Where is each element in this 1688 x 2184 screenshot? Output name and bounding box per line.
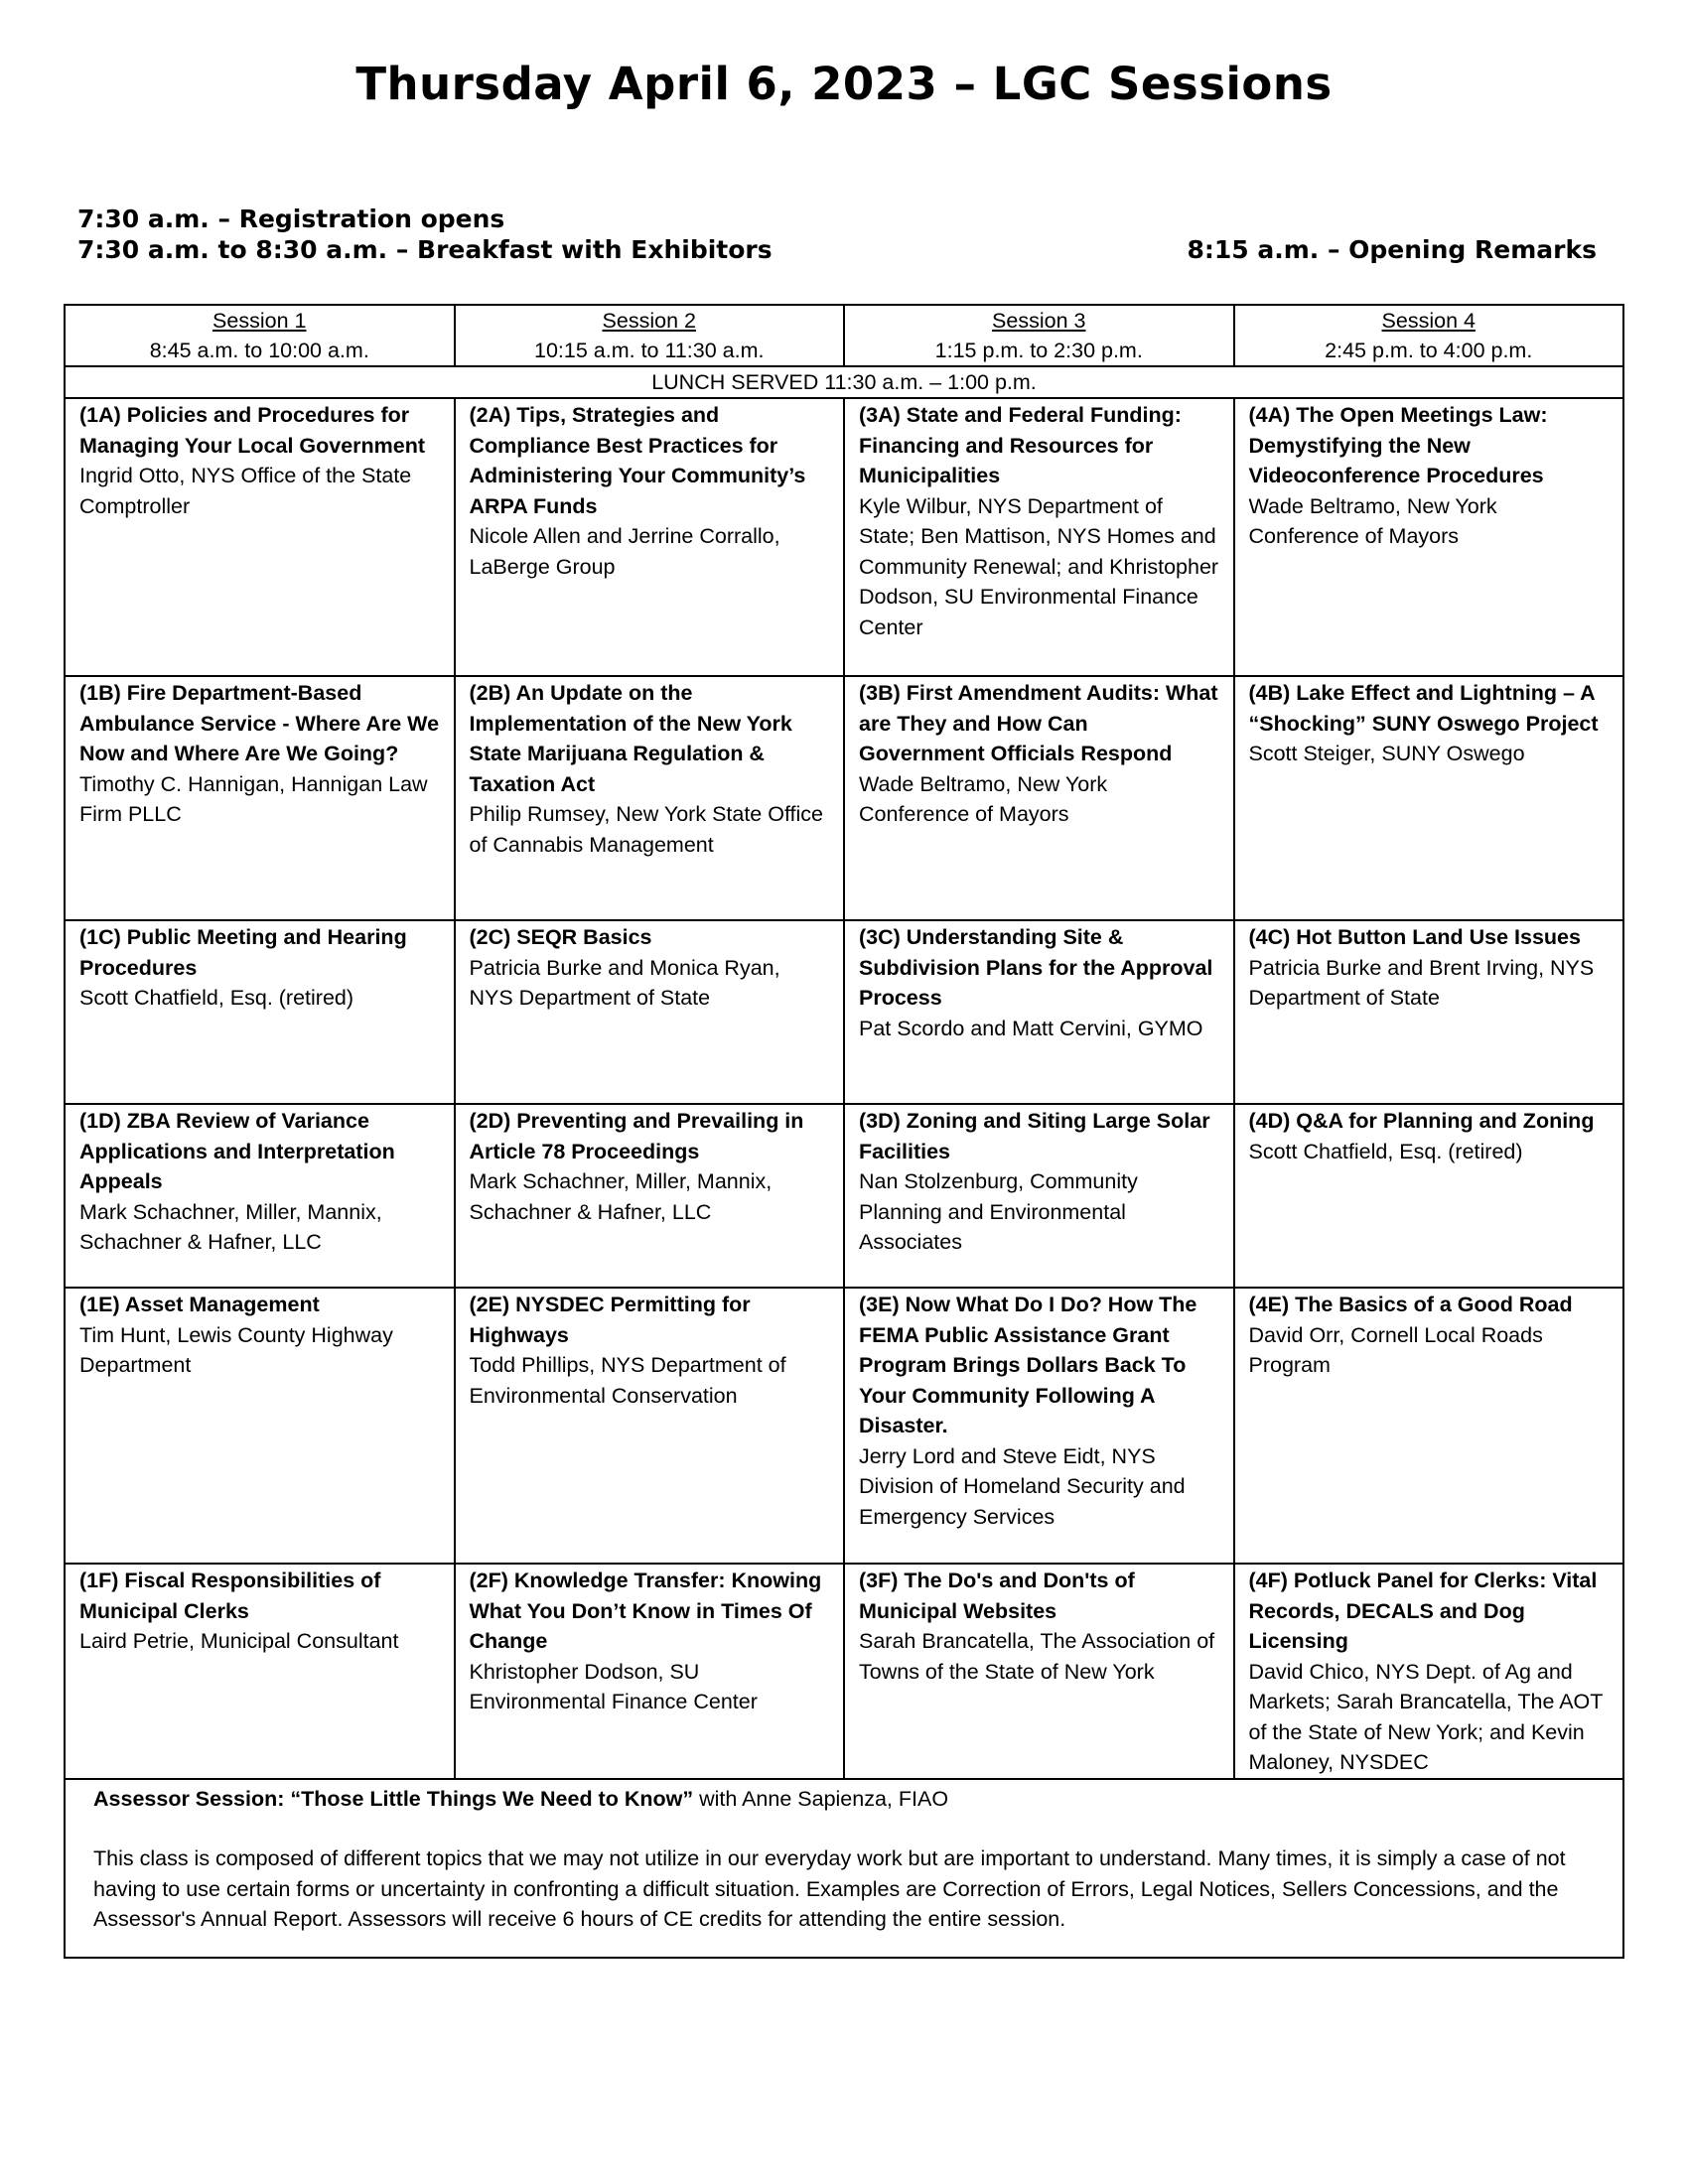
session-title: (4B) Lake Effect and Lightning – A “Shocking” SUNY Oswego Project [1248,681,1599,736]
table-row [65,920,1623,1104]
session-presenter: Mark Schachner, Miller, Mannix, Schachner & Hafner, LLC [79,1199,382,1254]
session-cell [844,398,1234,676]
session-cell [65,398,455,676]
session-title: (1C) Public Meeting and Hearing Procedures [79,925,407,980]
session-header-1 [65,305,455,366]
session-cell [1234,920,1624,1104]
registration-time: 7:30 a.m. – Registration opens [77,205,505,233]
session-presenter: David Chico, NYS Dept. of Ag and Markets; Sarah Brancatella, The AOT of the State of New York; and Kevin Maloney, NYSDEC [1248,1659,1604,1774]
session-title: (3C) Understanding Site & Subdivision Plans for the Approval Process [859,925,1213,1010]
sessions-table [64,304,1624,1959]
session-cell [1234,1104,1624,1288]
session-presenter: Ingrid Otto, NYS Office of the State Comptroller [79,464,412,518]
session-presenter: Patricia Burke and Brent Irving, NYS Department of State [1248,955,1595,1010]
lunch-banner: LUNCH SERVED 11:30 a.m. – 1:00 p.m. [65,366,1623,398]
session-title: (4F) Potluck Panel for Clerks: Vital Records, DECALS and Dog Licensing [1248,1569,1598,1653]
session-name: Session 2 [602,309,696,333]
session-presenter: Nan Stolzenburg, Community Planning and Environmental Associates [859,1169,1138,1254]
assessor-presenter: with Anne Sapienza, FIAO [693,1786,949,1811]
session-title: (4C) Hot Button Land Use Issues [1248,925,1581,949]
session-title: (2B) An Update on the Implementation of the New York State Marijuana Regulation & Taxation Act [469,681,792,796]
session-title: (2D) Preventing and Prevailing in Article 78 Proceedings [469,1109,804,1163]
breakfast-time: 7:30 a.m. to 8:30 a.m. – Breakfast with Exhibitors [77,235,773,264]
session-name: Session 3 [992,309,1086,333]
session-presenter: Pat Scordo and Matt Cervini, GYMO [859,1016,1203,1040]
assessor-description: This class is composed of different topics that we may not utilize in our everyday work but are important to understand. Many times, it is simply a case of not having to use certain forms or uncertainty in confronting a difficult situation. Examples are Correction of Errors, Legal Notices, Sellers Concessions, and the Assessor's Annual Report. Assessors will receive 6 hours of CE credits for attending the entire session. [93,1846,1566,1931]
session-cell [455,920,845,1104]
session-presenter: Kyle Wilbur, NYS Department of State; Ben Mattison, NYS Homes and Community Renewal; and Khristopher Dodson, SU Environmental Finance Center [859,493,1219,639]
session-presenter: Tim Hunt, Lewis County Highway Department [79,1322,393,1377]
session-title: (3D) Zoning and Siting Large Solar Facilities [859,1109,1210,1163]
session-title: (3F) The Do's and Don'ts of Municipal Websites [859,1569,1135,1623]
session-cell [1234,676,1624,920]
session-presenter: Mark Schachner, Miller, Mannix, Schachner & Hafner, LLC [469,1169,773,1224]
session-name: Session 1 [212,309,307,333]
session-cell [65,676,455,920]
session-title: (2E) NYSDEC Permitting for Highways [469,1293,751,1347]
assessor-heading [93,1784,1595,1815]
table-row [65,676,1623,920]
session-presenter: Jerry Lord and Steve Eidt, NYS Division of Homeland Security and Emergency Services [859,1443,1186,1529]
session-cell [65,1104,455,1288]
session-cell [455,1564,845,1779]
session-presenter: Khristopher Dodson, SU Environmental Finance Center [469,1659,758,1713]
session-presenter: Laird Petrie, Municipal Consultant [79,1629,399,1653]
session-presenter: Philip Rumsey, New York State Office of Cannabis Management [469,802,824,857]
opening-remarks-time: 8:15 a.m. – Opening Remarks [1187,235,1597,264]
session-cell [455,1288,845,1564]
assessor-session [65,1779,1623,1958]
session-title: (3B) First Amendment Audits: What are They and How Can Government Officials Respond [859,681,1218,765]
session-title: (3A) State and Federal Funding: Financing and Resources for Municipalities [859,403,1182,487]
session-cell [455,676,845,920]
session-title: (1D) ZBA Review of Variance Applications and Interpretation Appeals [79,1109,395,1193]
session-presenter: Scott Chatfield, Esq. (retired) [1248,1139,1523,1163]
table-row [65,1288,1623,1564]
session-cell [455,1104,845,1288]
session-title: (2A) Tips, Strategies and Compliance Best Practices for Administering Your Community’s ARPA Funds [469,403,806,518]
session-cell [844,1564,1234,1779]
session-time: 8:45 a.m. to 10:00 a.m. [149,339,369,362]
session-title: (4D) Q&A for Planning and Zoning [1248,1109,1595,1133]
table-row [65,1564,1623,1779]
session-presenter: Wade Beltramo, New York Conference of Mayors [859,771,1108,826]
assessor-title: Assessor Session: “Those Little Things We Need to Know” [93,1786,694,1811]
session-presenter: Scott Steiger, SUNY Oswego [1248,742,1525,765]
session-header-4 [1234,305,1624,366]
session-cell [455,398,845,676]
session-presenter: Scott Chatfield, Esq. (retired) [79,986,354,1010]
table-row [65,1104,1623,1288]
table-row [65,398,1623,676]
session-presenter: Todd Phillips, NYS Department of Environmental Conservation [469,1353,786,1408]
session-presenter: Sarah Brancatella, The Association of Towns of the State of New York [859,1629,1215,1684]
session-title: (1E) Asset Management [79,1293,320,1316]
session-header-2 [455,305,845,366]
session-title: (4E) The Basics of a Good Road [1248,1293,1573,1316]
session-cell [844,1288,1234,1564]
session-presenter: Patricia Burke and Monica Ryan, NYS Department of State [469,955,780,1010]
session-presenter: Timothy C. Hannigan, Hannigan Law Firm PLLC [79,771,428,826]
session-time: 2:45 p.m. to 4:00 p.m. [1325,339,1533,362]
session-title: (3E) Now What Do I Do? How The FEMA Public Assistance Grant Program Brings Dollars Back To Your Community Following A Disaster. [859,1293,1197,1437]
session-presenter: Nicole Allen and Jerrine Corrallo, LaBerge Group [469,524,780,579]
session-cell [1234,1288,1624,1564]
session-time: 1:15 p.m. to 2:30 p.m. [934,339,1143,362]
session-cell [844,676,1234,920]
assessor-row [65,1779,1623,1958]
session-cell [1234,398,1624,676]
session-cell [65,920,455,1104]
session-presenter: David Orr, Cornell Local Roads Program [1248,1322,1543,1377]
session-presenter: Wade Beltramo, New York Conference of Mayors [1248,493,1497,548]
session-title: (1A) Policies and Procedures for Managing Your Local Government [79,403,426,458]
session-cell [65,1564,455,1779]
session-title: (1B) Fire Department-Based Ambulance Service - Where Are We Now and Where Are We Going? [79,681,440,765]
session-title: (2F) Knowledge Transfer: Knowing What You Don’t Know in Times Of Change [469,1569,822,1653]
session-time: 10:15 a.m. to 11:30 a.m. [534,339,765,362]
session-cell [65,1288,455,1564]
session-title: (2C) SEQR Basics [469,925,652,949]
session-title: (4A) The Open Meetings Law: Demystifying the New Videoconference Procedures [1248,403,1548,487]
lunch-row [65,366,1623,398]
session-header-row [65,305,1623,366]
session-name: Session 4 [1381,309,1476,333]
session-cell [844,920,1234,1104]
session-title: (1F) Fiscal Responsibilities of Municipal Clerks [79,1569,381,1623]
session-cell [1234,1564,1624,1779]
page-title: Thursday April 6, 2023 – LGC Sessions [355,58,1333,110]
session-cell [844,1104,1234,1288]
session-header-3 [844,305,1234,366]
